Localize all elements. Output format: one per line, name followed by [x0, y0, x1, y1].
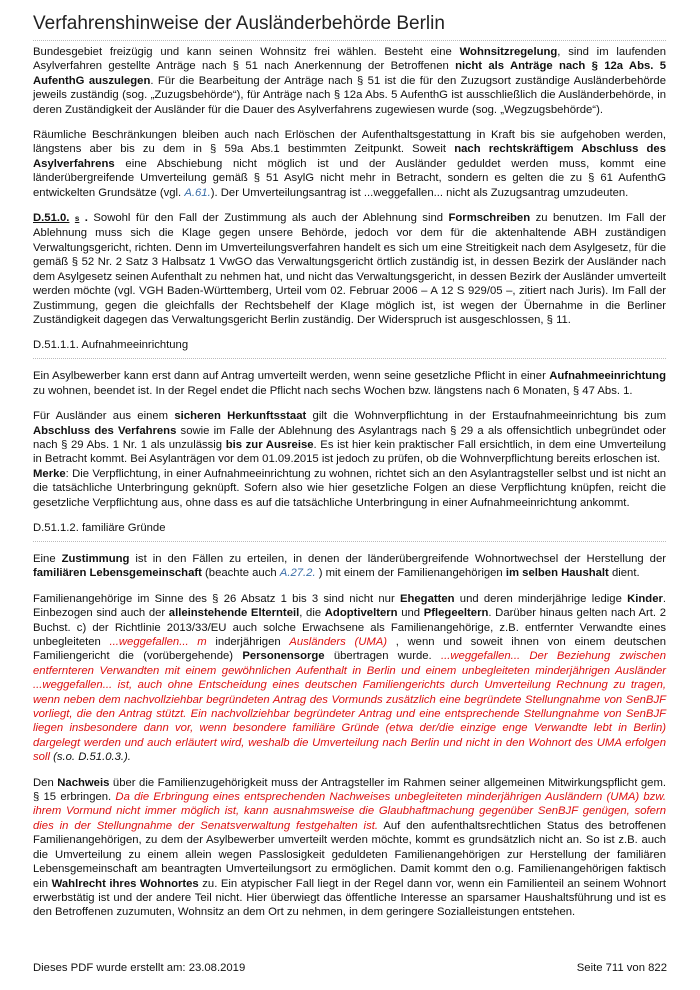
paragraph-wohnsitzregelung [33, 45, 666, 117]
paragraph-zustimmung [33, 552, 666, 581]
bold-text: im selben Haushalt [505, 567, 609, 580]
amended-text: Ausländers (UMA) [289, 636, 388, 648]
text: Auf den aufenthaltsrechtlichen Status des betroffenen Familienangehörigen, zu dem der Asylbewerber umverteilt werden möchte, kommt es grundsätzlich nicht an. So ist z.B. auch die Umverteilung zu einem allein wegen Passlosigkeit geduldeten Familienangehörigen zur Herstellung der familiären Lebensgemeinschaft am beantragten Umverteilungsort zu ermöglichen. Damit kommt den o.g. Familienangehörigen faktisch ein [33, 819, 666, 890]
paragraph-aufnahmeeinrichtung [33, 369, 666, 398]
paragraph-nachweis [33, 776, 666, 920]
section-code: D.51.0. [33, 212, 70, 225]
text: ) mit einem der Familienangehörigen [315, 567, 506, 580]
text: , wenn und soweit ihnen von einem deutschen Familiengericht die (vorübergehende) [33, 636, 666, 663]
text: Ein Asylbewerber kann erst dann auf Antrag umverteilt werden, wenn seine gesetzliche Pflicht in einer [33, 370, 550, 383]
text: Eine [33, 552, 62, 565]
text: ). Der Umverteilungsantrag ist ...weggefallen... nicht als Zuzugsantrag umzudeuten. [210, 186, 629, 199]
text: Bundesgebiet freizügig und kann seinen Wohnsitz frei wählen. Besteht eine [33, 46, 460, 58]
document-page [33, 0, 666, 931]
text: , die [299, 607, 325, 620]
footer-created-date: Dieses PDF wurde erstellt am: 23.08.2019 [33, 962, 246, 974]
bold-text: nach rechtskräftigem Abschluss des Asylverfahrens [33, 143, 666, 170]
text: Den [33, 776, 58, 789]
text: Räumliche Beschränkungen bleiben auch nach Erlöschen der Aufenthaltsgestattung in Kraft bis sie aufgehoben werden, längstens aber bis zu dem in § 59a Abs.1 bestimmten Zeitpunkt. Soweit [33, 129, 666, 156]
bold-text: Pflegeeltern [423, 607, 489, 620]
bold-text: Abschluss des Verfahrens [33, 424, 177, 437]
text: (beachte auch [201, 567, 280, 580]
text: : Die Verpflichtung, in einer Aufnahmeeinrichtung zu wohnen, richtet sich an den Asylantragsteller selbst und ist nicht an die tatsächliche Unterbringung geknüpft. Sofern also wie hier gesetzliche Folgen an diese Verpflichtung knüpfen, reicht die gesetzliche Verpflichtung aus, ohne dass es auf die tatsächliche Unterbringung in einer Aufnahmeeinrichtung ankommt. [33, 467, 666, 509]
paragraph-raeumliche-beschraenkungen [33, 128, 666, 200]
link-a27-2[interactable]: A.27.2. [279, 567, 316, 580]
bold-text: Ehegatten [399, 592, 455, 605]
text: eine Abschiebung nicht möglich ist und der Ausländer geduldet werden muss, kommt eine länderübergreifende Umverteilung gemäß § 51 AsylG nicht mehr in Betracht, sondern es gelten die zu § 61 AufenthG entwickelten Grundsätze (vgl. [33, 157, 666, 199]
text: zu wohnen, beendet ist. In der Regel endet die Pflicht nach sechs Wochen bzw. längstens nach 6 Monaten, § 47 Abs. 1. [33, 384, 633, 397]
text: sowie im Falle der Ablehnung des Asylantrags nach § 29 a als offensichtlich unbegründet oder nach § 29 Abs. 1 Nr. 1 als unzulässig [33, 424, 666, 451]
section-marker: s [74, 214, 80, 224]
bold-text: Formschreiben [448, 212, 531, 225]
bold-text: bis zur Ausreise [225, 438, 314, 451]
text: . Es ist hier kein praktischer Fall ersichtlich, in dem eine Umverteilung in Betracht kommt. Bei Asylanträgen vor dem 01.09.2015 ist jedoch zu prüfen, ob die Wohnverpflichtung bereits erloschen ist. [33, 438, 666, 466]
amended-text: ...weggefallen... m [109, 636, 207, 648]
text: , sind im laufenden Asylverfahren gestellte Anträge nach § 51 nach Anerkennung der Betroffenen [33, 46, 666, 73]
text: . Einbezogen sind auch der [33, 592, 667, 620]
paragraph-d-51-0: D.51.0. s . Sowohl für den Fall der Zustimmung als auch der Ablehnung sind Formschreiben zu benutzen. Im Fall der Ablehnung muss sich die Klage gegen unsere Behörde, jedoch vor dem für die aktenhaltende ABH zuständigen Verwaltungsgericht, richten. Denn im Umverteilungsverfahren handelt es sich um eine Streitigkeit nach dem Asylgesetz, für die gemäß § 52 Nr. 2 Satz 3 Halbsatz 1 VwGO das Verwaltungsgericht örtlich zuständig ist, in dessen Bezirk der Ausländer nach dem Asylgesetz seinen Aufenthalt zu nehmen hat, und nicht das Verwaltungsgericht, in dessen Bezirk der Ausländer umverteilt werden möchte (vgl. VGH Baden-Württemberg, Urteil vom 02. Februar 2006 – A 12 S 929/05 –, zitiert nach Juris). Im Fall der Zustimmung, gegen die gleichfalls der Rechtsbehelf der Klage möglich ist, ist wegen der Übernahme in die Berliner Zuständigkeit dagegen das Verwaltungsgericht Berlin zuständig. Der Widerspruch ist ausgeschlossen, § 11. [33, 212, 667, 326]
text: und [397, 607, 424, 620]
text: übertragen wurde. [324, 650, 441, 663]
bold-text: Merke [33, 467, 66, 480]
link-a61[interactable]: A.61. [184, 186, 211, 199]
text: zu benutzen. Im Fall der Ablehnung muss sich die Klage gegen unsere Behörde, jedoch vor dem für die aktenhaltende ABH zuständigen Verwaltungsgericht, richten. Denn im Umverteilungsverfahren handelt es sich um eine Streitigkeit nach dem Asylgesetz, für die gemäß § 52 Nr. 2 Satz 3 Halbsatz 1 VwGO das Verwaltungsgericht örtlich zuständig ist, in dessen Bezirk der Ausländer nach dem Asylgesetz seinen Aufenthalt zu nehmen hat, und nicht das Verwaltungsgericht, in dessen Bezirk der Ausländer umverteilt werden möchte (vgl. VGH Baden-Württemberg, Urteil vom 02. Februar 2006 – A 12 S 929/05 –, zitiert nach Juris). Im Fall der Zustimmung, gegen die gleichfalls der Rechtsbehelf der Klage möglich ist, ist wegen der Übernahme in die Berliner Zuständigkeit dagegen das Verwaltungsgericht Berlin zuständig. Der Widerspruch ist ausgeschlossen, § 11. [33, 212, 667, 326]
text: dient. [608, 567, 640, 580]
bold-text: alleinstehende Elternteil [168, 607, 300, 620]
amended-text: Da die Erbringung eines entsprechenden Nachweises unbegleiteten minderjährigen Ausländern (UMA) bzw. ihrem Vormund nicht immer möglich ist, kann ausnahmsweise die Glaubhaftmachung gegenüber SenBJF genügen, sofern dies in der Stellungnahme der Senatsverwaltung festgehalten ist. [33, 791, 666, 832]
bold-text: Adoptiveltern [324, 607, 398, 620]
bold-text: Nachweis [57, 776, 110, 789]
page-title: Verfahrenshinweise der Ausländerbehörde Berlin [33, 12, 666, 41]
amended-text: ...weggefallen... Der Beziehung zwischen entfernteren Verwandten mit einem gewöhnlichen Aufenthalt in Berlin und einem unbegleiteten minderjährigen Ausländer ...weggefallen... ist, auch ohne Entscheidung eines deutschen Familiengerichts durch Umverteilung Rechnung zu tragen, wenn neben dem nachvollziehbar begründeten Antrag des Vormunds zusätzlich eine begründete Stellungnahme von SenBJF vorliegt, die den Antrag stützt. Ein nachvollziehbar begründeter Antrag und eine entsprechende Stellungnahme von SenBJF liegen insbesondere dann vor, wenn besondere familiäre Gründe (etwa der/die einzige enge Verwandte lebt in Berlin) dargelegt werden und auch erläutert wird, weshalb die Umverteilung nach Berlin und nicht in den Wohnort des UMA erfolgen soll [33, 650, 666, 764]
bold-text: Wohnsitzregelung [459, 46, 558, 58]
text: Sowohl für den Fall der Zustimmung als auch der Ablehnung sind [87, 212, 449, 225]
text: . Für die Bearbeitung der Anträge nach § 51 ist die für den Zuzugsort zuständige Ausländerbehörde jeweils zuständig (sog. „Zuzugsbehörde“), für Anträge nach § 12a Abs. 5 AufenthG ist ausschließlich die Ausländerbehörde, in deren Zuständigkeit der Ausländer für die Dauer des Asylverfahrens zugewiesen wurde (sog. „Wegzugsbehörde“). [33, 74, 666, 116]
section-heading-aufnahmeeinrichtung: D.51.1.1. Aufnahmeeinrichtung [33, 338, 666, 359]
bold-text: Aufnahmeeinrichtung [549, 370, 666, 383]
bold-text: sicheren Herkunftsstaat [174, 410, 307, 423]
text: ist in den Fällen zu erteilen, in denen der länderübergreifende Wohnortwechsel der Herstellung der [129, 552, 667, 565]
section-heading-familiaere-gruende: D.51.1.2. familiäre Gründe [33, 521, 666, 542]
italic-reference: (s.o. D.51.0.3.). [49, 751, 131, 764]
bold-text: Kinder [627, 592, 663, 605]
text: gilt die Wohnverpflichtung in der Erstaufnahmeeinrichtung bis zum [306, 410, 667, 423]
bold-text: Zustimmung [61, 552, 130, 565]
document-body [33, 45, 666, 920]
bold-text: Wahlrecht ihres Wohnortes [51, 877, 199, 890]
bold-text: nicht als Anträge nach § 12a Abs. 5 AufenthG auszulegen [33, 60, 666, 87]
text: zu. Ein atypischer Fall liegt in der Regel dann vor, wenn ein Familienteil an seinem Wohnort erwerbstätig ist und der andere Teil nicht. Hier überwiegt das öffentliche Interesse an sparsamer Haushaltsführung und ist es den Betroffenen zuzumuten, Wohnsitz an dem Ort zu nehmen, in dem geringere Sozialleistungen entstehen. [33, 877, 666, 919]
bold-text: familiären Lebensgemeinschaft [33, 567, 202, 580]
paragraph-familienangehoerige [33, 592, 666, 765]
text: inderjährigen [206, 636, 290, 648]
text: Familienangehörige im Sinne des § 26 Absatz 1 bis 3 sind nicht nur [33, 592, 400, 605]
page-footer [33, 962, 667, 974]
paragraph-sicherer-herkunftsstaat [33, 409, 666, 510]
text: über die Familienzugehörigkeit muss der Antragsteller im Rahmen seiner allgemeinen Mitwirkungspflicht gem. § 15 erbringen. [33, 776, 666, 804]
text: und deren minderjährige ledige [454, 592, 628, 605]
footer-page-number: Seite 711 von 822 [576, 962, 667, 974]
bold-text: Personensorge [242, 650, 325, 663]
text: . Darüber hinaus gelten nach Art. 2 Buchst. c) der Richtlinie 2013/33/EU auch solche Erwachsene als Familienangehörige, z.B. entfernter Verwandte eines unbegleiteten [33, 607, 666, 648]
text: Für Ausländer aus einem [33, 410, 175, 423]
